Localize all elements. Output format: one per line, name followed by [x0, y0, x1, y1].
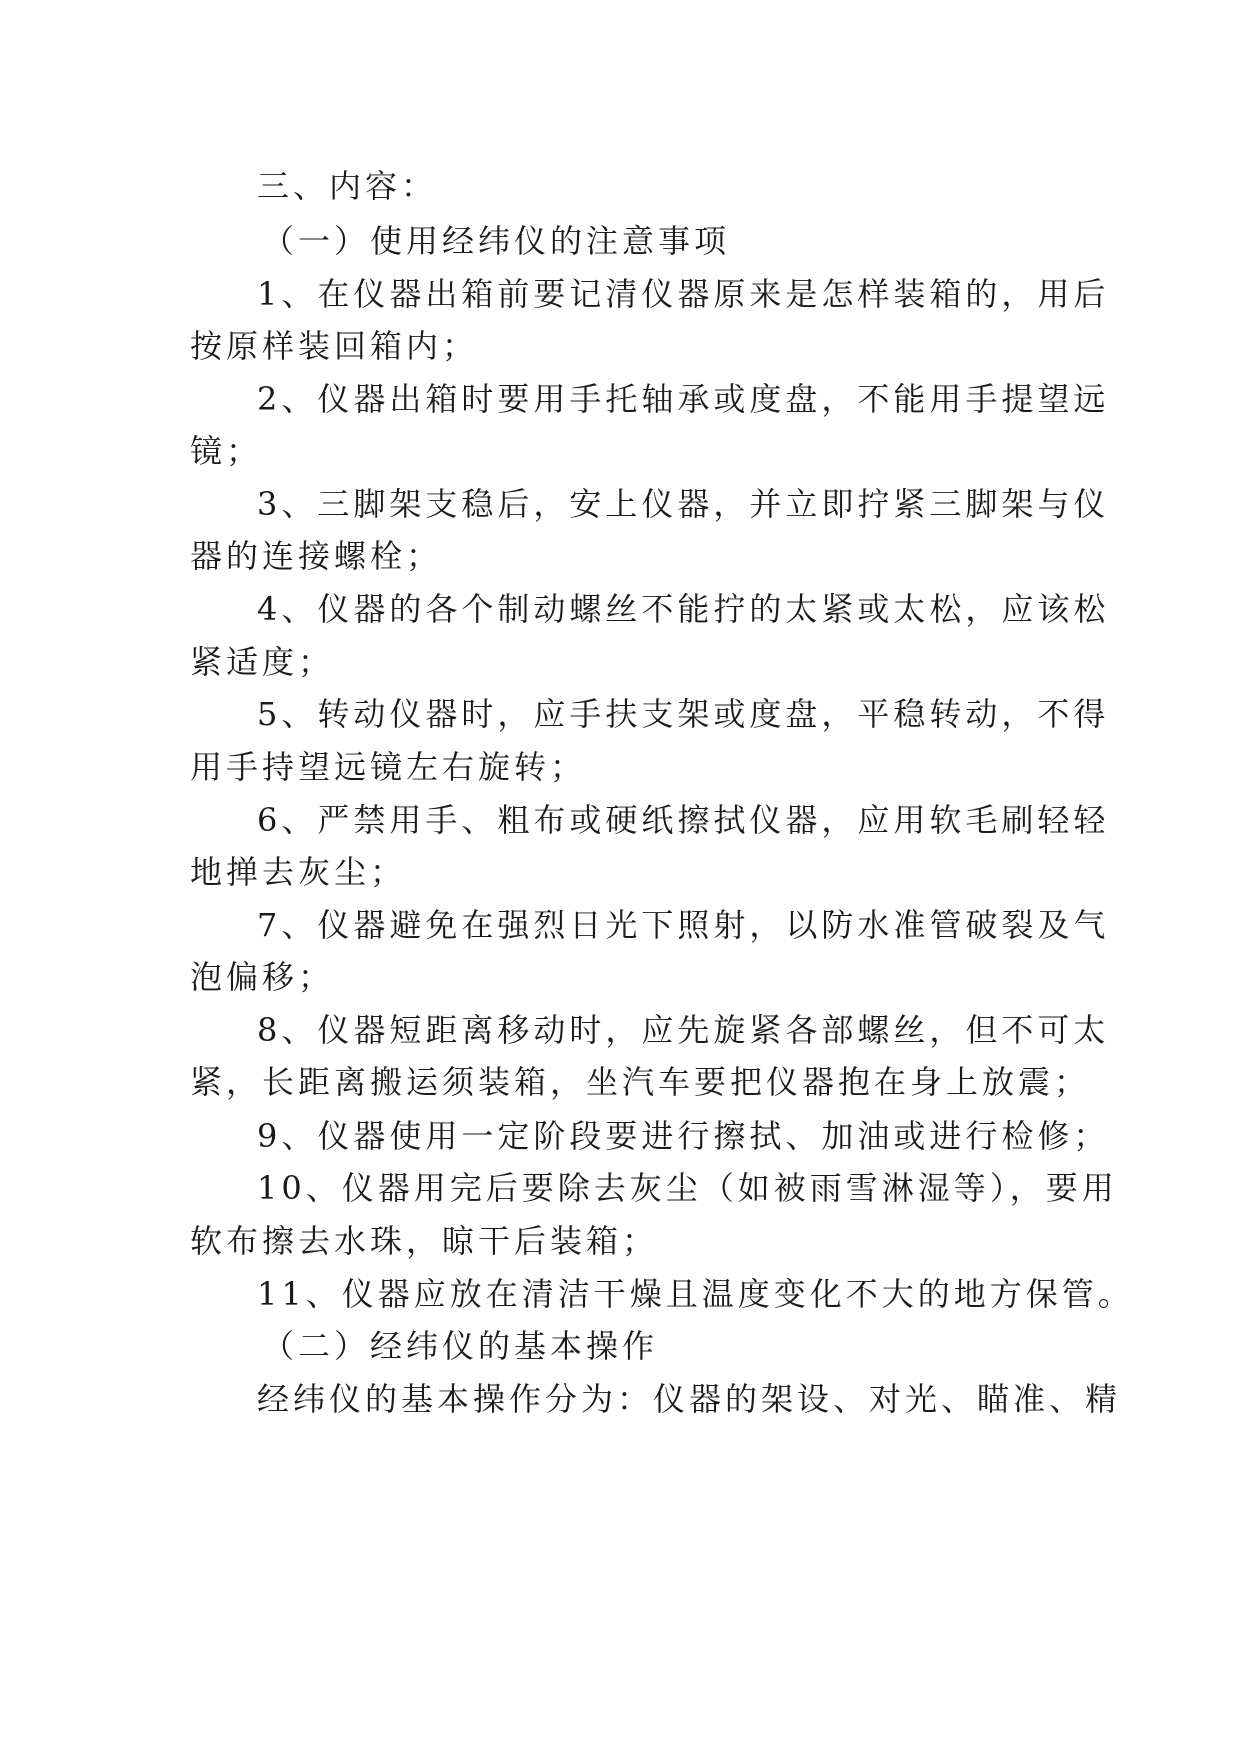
paragraph-line: 镜；	[190, 432, 263, 470]
paragraph-line: 泡偏移；	[190, 958, 335, 996]
paragraph-line: 2、仪器出箱时要用手托轴承或度盘，不能用手提望远	[257, 380, 1110, 418]
paragraph-line: 器的连接螺栓；	[190, 537, 443, 575]
paragraph-line: 软布擦去水珠，晾干后装箱；	[190, 1222, 659, 1260]
section-heading: 三、内容：	[257, 167, 438, 205]
paragraph-line: 紧适度；	[190, 643, 335, 681]
paragraph-line: 1、在仪器出箱前要记清仪器原来是怎样装箱的，用后	[257, 275, 1110, 313]
paragraph-line: 11、仪器应放在清洁干燥且温度变化不大的地方保管。	[257, 1275, 1134, 1313]
subsection-heading-2: （二）经纬仪的基本操作	[262, 1327, 659, 1365]
paragraph-line: 9、仪器使用一定阶段要进行擦拭、加油或进行检修；	[257, 1117, 1110, 1155]
paragraph-line: 6、严禁用手、粗布或硬纸擦拭仪器，应用软毛刷轻轻	[257, 801, 1110, 839]
paragraph-line: 经纬仪的基本操作分为：仪器的架设、对光、瞄准、精	[257, 1380, 1122, 1418]
paragraph-line: 地掸去灰尘；	[190, 853, 407, 891]
subsection-heading-1: （一）使用经纬仪的注意事项	[262, 222, 731, 260]
paragraph-line: 4、仪器的各个制动螺丝不能拧的太紧或太松，应该松	[257, 590, 1110, 628]
paragraph-line: 8、仪器短距离移动时，应先旋紧各部螺丝，但不可太	[257, 1011, 1110, 1049]
paragraph-line: 5、转动仪器时，应手扶支架或度盘，平稳转动，不得	[257, 695, 1110, 733]
paragraph-line: 3、三脚架支稳后，安上仪器，并立即拧紧三脚架与仪	[257, 485, 1110, 523]
paragraph-line: 7、仪器避免在强烈日光下照射，以防水准管破裂及气	[257, 906, 1110, 944]
paragraph-line: 10、仪器用完后要除去灰尘（如被雨雪淋湿等），要用	[257, 1169, 1118, 1207]
paragraph-line: 用手持望远镜左右旋转；	[190, 748, 587, 786]
paragraph-line: 紧，长距离搬运须装箱，坐汽车要把仪器抱在身上放震；	[190, 1063, 1091, 1101]
paragraph-line: 按原样装回箱内；	[190, 327, 479, 365]
